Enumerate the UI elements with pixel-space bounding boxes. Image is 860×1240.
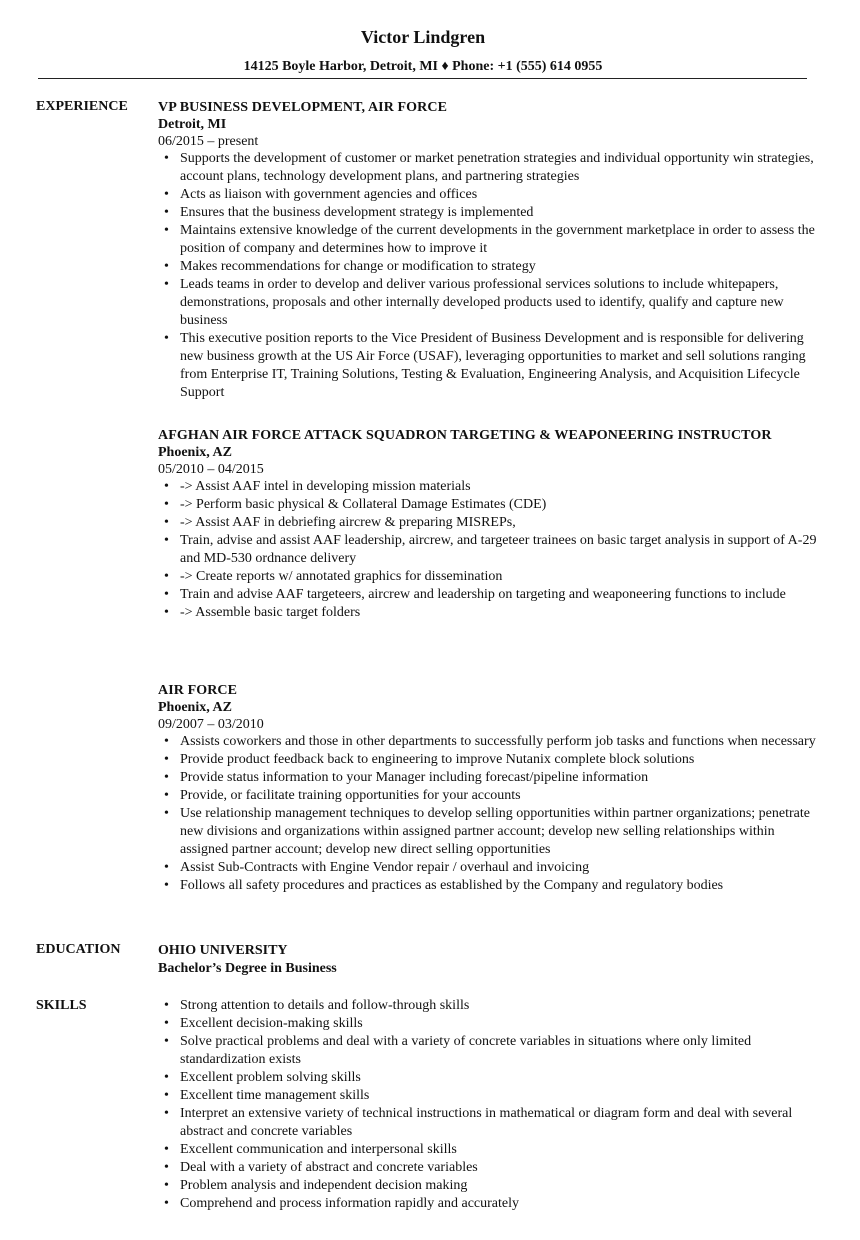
list-item: • Solve practical problems and deal with a variety of concrete variables in situations where only limited standardization exists	[158, 1033, 818, 1069]
list-item: • -> Create reports w/ annotated graphics for dissemination	[158, 568, 818, 586]
job-bullets	[158, 478, 818, 622]
job-1	[158, 99, 818, 402]
list-item: • Excellent communication and interpersonal skills	[158, 1141, 818, 1159]
list-item: • Maintains extensive knowledge of the current developments in the government marketplace in order to assess the position of company and determines how to improve it	[158, 222, 818, 258]
list-item: • -> Perform basic physical & Collateral Damage Estimates (CDE)	[158, 496, 818, 514]
list-item: • Provide product feedback back to engineering to improve Nutanix complete block solutions	[158, 751, 818, 769]
job-title: AIR FORCE	[158, 683, 238, 698]
list-item: • Acts as liaison with government agencies and offices	[158, 186, 818, 204]
job-dates: 05/2010 – 04/2015	[158, 462, 264, 477]
list-item: • Makes recommendations for change or modification to strategy	[158, 258, 818, 276]
list-item: • Ensures that the business development strategy is implemented	[158, 204, 818, 222]
job-dates: 06/2015 – present	[158, 134, 259, 149]
school-name: OHIO UNIVERSITY	[158, 943, 288, 958]
skills-block	[158, 997, 818, 1213]
job-location: Detroit, MI	[158, 117, 227, 132]
job-bullets	[158, 733, 818, 895]
contact-info: 14125 Boyle Harbor, Detroit, MI ♦ Phone: +1 (555) 614 0955	[243, 59, 603, 74]
list-item: • Assist Sub-Contracts with Engine Vendor repair / overhaul and invoicing	[158, 859, 818, 877]
skills-list	[158, 997, 818, 1213]
education-block	[158, 942, 818, 978]
list-item: • Leads teams in order to develop and deliver various professional services solutions to include whitepapers, demonstrations, proposals and other internally developed products used to identify, qualify and capture new business	[158, 276, 818, 330]
list-item: • -> Assist AAF in debriefing aircrew & preparing MISREPs,	[158, 514, 818, 532]
list-item: • Supports the development of customer or market penetration strategies and individual opportunity win strategies, account plans, technology development plans, and partnering strategies	[158, 150, 818, 186]
list-item: • Strong attention to details and follow-through skills	[158, 997, 818, 1015]
job-title: AFGHAN AIR FORCE ATTACK SQUADRON TARGETING & WEAPONEERING INSTRUCTOR	[158, 428, 772, 443]
job-3	[158, 682, 818, 895]
degree: Bachelor’s Degree in Business	[158, 961, 337, 976]
list-item: • Excellent time management skills	[158, 1087, 818, 1105]
skills-heading: SKILLS	[36, 998, 87, 1013]
list-item: • Excellent problem solving skills	[158, 1069, 818, 1087]
list-item: • Comprehend and process information rapidly and accurately	[158, 1195, 818, 1213]
list-item: • Problem analysis and independent decision making	[158, 1177, 818, 1195]
candidate-name: Victor Lindgren	[360, 27, 486, 47]
list-item: • This executive position reports to the Vice President of Business Development and is responsible for delivering new business growth at the US Air Force (USAF), leveraging opportunities to market and sell solutions ranging from Enterprise IT, Training Solutions, Testing & Evaluation, Engineering Analysis, and Acquisition Lifecycle Support	[158, 330, 818, 402]
job-location: Phoenix, AZ	[158, 700, 232, 715]
job-title: VP BUSINESS DEVELOPMENT, AIR FORCE	[158, 100, 448, 115]
list-item: • Deal with a variety of abstract and concrete variables	[158, 1159, 818, 1177]
list-item: • -> Assist AAF intel in developing mission materials	[158, 478, 818, 496]
job-location: Phoenix, AZ	[158, 445, 232, 460]
list-item: • Train and advise AAF targeteers, aircrew and leadership on targeting and weaponeering functions to include	[158, 586, 818, 604]
list-item: • Provide status information to your Manager including forecast/pipeline information	[158, 769, 818, 787]
list-item: • Train, advise and assist AAF leadership, aircrew, and targeteer trainees on basic target analysis in support of A-29 and MD-530 ordnance delivery	[158, 532, 818, 568]
header-divider	[38, 78, 807, 79]
experience-heading: EXPERIENCE	[36, 99, 128, 114]
job-dates: 09/2007 – 03/2010	[158, 717, 264, 732]
job-2	[158, 427, 818, 622]
list-item: • -> Assemble basic target folders	[158, 604, 818, 622]
list-item: • Use relationship management techniques to develop selling opportunities within partner organizations; penetrate new divisions and organizations within assigned partner account; develop new selling relationships within assigned partner account; develop new direct selling opportunities	[158, 805, 818, 859]
list-item: • Excellent decision-making skills	[158, 1015, 818, 1033]
list-item: • Follows all safety procedures and practices as established by the Company and regulatory bodies	[158, 877, 818, 895]
list-item: • Provide, or facilitate training opportunities for your accounts	[158, 787, 818, 805]
list-item: • Interpret an extensive variety of technical instructions in mathematical or diagram form and deal with several abstract and concrete variables	[158, 1105, 818, 1141]
list-item: • Assists coworkers and those in other departments to successfully perform job tasks and functions when necessary	[158, 733, 818, 751]
education-heading: EDUCATION	[36, 942, 121, 957]
job-bullets	[158, 150, 818, 402]
